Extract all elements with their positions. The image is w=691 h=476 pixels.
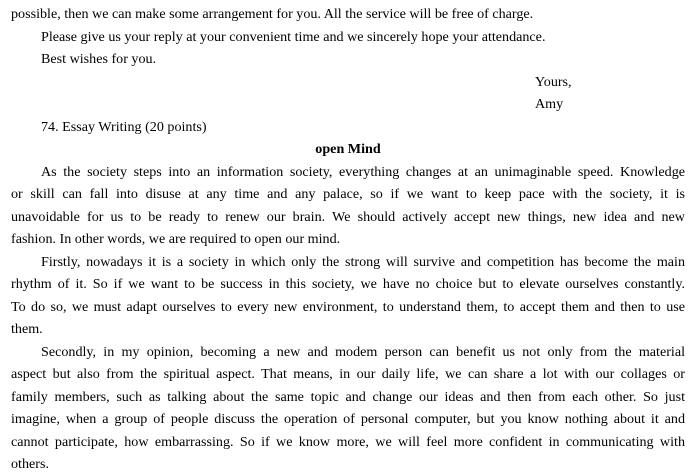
letter-line-1: possible, then we can make some arrangement for you. All the service will be free of charge.	[11, 6, 534, 22]
essay-line: rhythm of it. So if we want to be success in this society, we have no choice but to elevate ourselves constantly.	[11, 276, 685, 292]
document-page	[11, 3, 685, 476]
essay-line: others.	[11, 456, 49, 472]
essay-line: To do so, we must adapt ourselves to every new environment, to understand them, to accept them and then to use	[11, 298, 685, 315]
essay-heading: 74. Essay Writing (20 points)	[41, 118, 207, 135]
letter-closing: Yours,	[535, 73, 572, 90]
essay-line: unavoidable for us to be ready to renew our brain. We should actively accept new things, new idea and new	[11, 208, 685, 225]
essay-line: Secondly, in my opinion, becoming a new and modem person can benefit us not only from the material	[41, 343, 685, 360]
letter-signature: Amy	[535, 96, 564, 112]
essay-line: As the society steps into an information society, everything changes at an unimaginable speed. Knowledge	[41, 163, 685, 180]
essay-line: imagine, when a group of people discuss the operation of personal computer, but you know nothing about it and	[11, 411, 685, 427]
essay-line: them.	[11, 321, 43, 337]
essay-line: aspect but also from the spiritual aspect. That means, in our daily life, we can share a lot with our collages or	[11, 366, 685, 382]
essay-title: open Mind	[315, 141, 381, 157]
essay-line: fashion. In other words, we are required to open our mind.	[11, 231, 341, 247]
essay-line: Firstly, nowadays it is a society in which only the strong will survive and competition has become the main	[41, 253, 685, 270]
essay-line: or skill can fall into disuse at any time and any palace, so if we want to keep pace with the society, it is	[11, 186, 685, 202]
essay-line: cannot participate, how embarrassing. So if we know more, we will feel more confident in communicating with	[11, 433, 685, 450]
letter-line-3: Best wishes for you.	[41, 51, 157, 67]
essay-line: family members, such as talking about the same topic and change our ideas and then from each other. So just	[11, 388, 685, 405]
letter-line-2: Please give us your reply at your convenient time and we sincerely hope your attendance.	[41, 28, 546, 45]
